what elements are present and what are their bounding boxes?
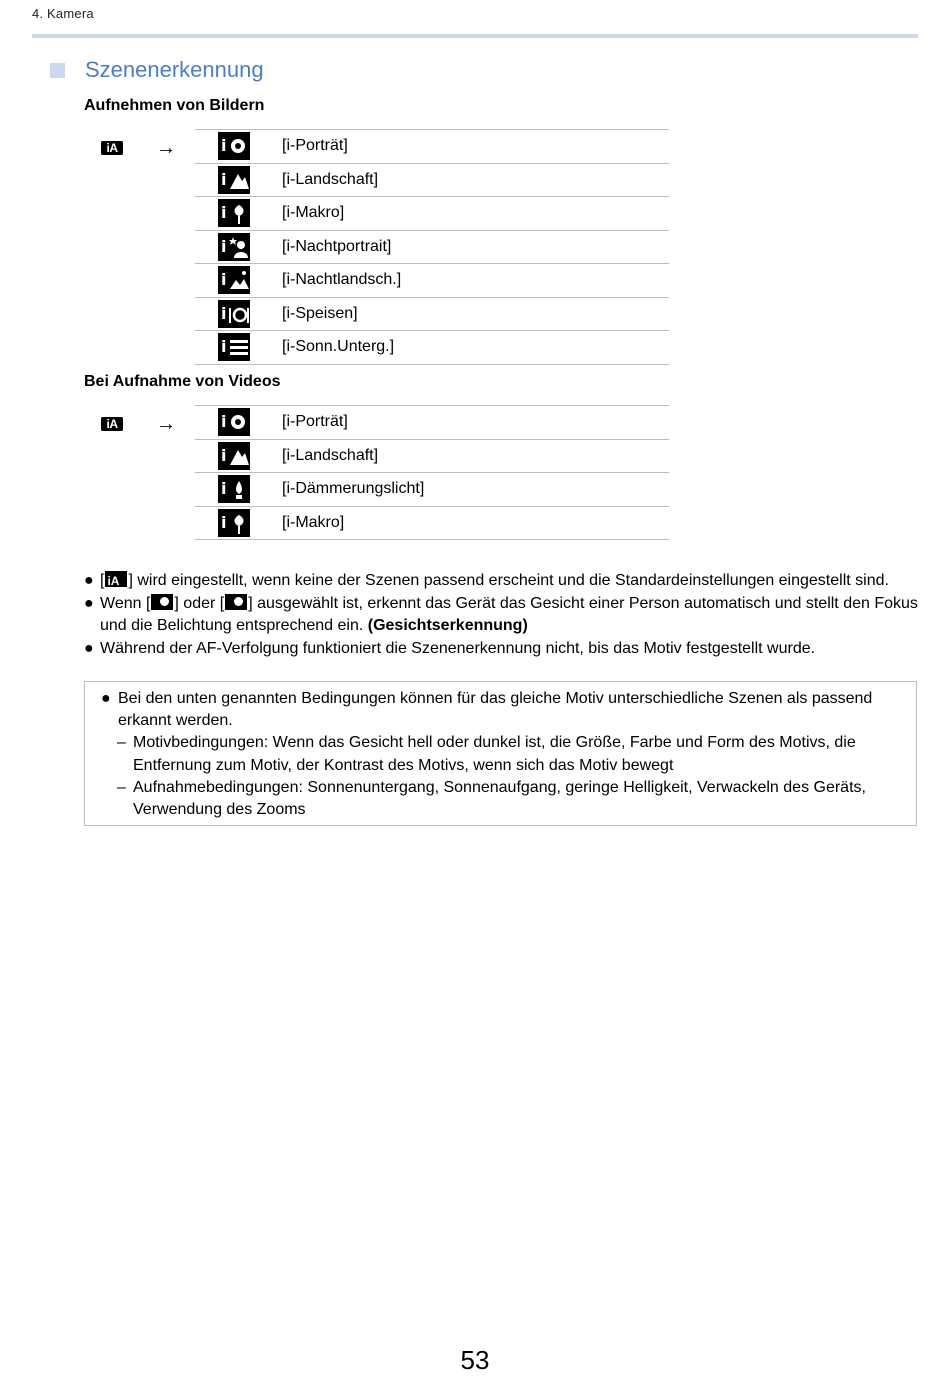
ia-mode-icon: iA	[101, 417, 123, 431]
info-text: Bei den unten genannten Bedingungen können für das gleiche Motiv unterschiedliche Szenen als passend erkannt werden.	[118, 690, 873, 730]
ia-mode-icon: iA	[101, 141, 123, 155]
scene-label: [i-Makro]	[282, 204, 345, 222]
macro-icon: i	[218, 509, 250, 537]
scene-label: [i-Sonn.Unterg.]	[282, 338, 395, 356]
scene-row	[195, 231, 669, 265]
note-item	[84, 570, 934, 593]
notes-list	[84, 570, 934, 660]
ia-mode-icon	[105, 571, 127, 587]
photo-scene-table	[195, 129, 669, 365]
note-item	[84, 638, 934, 661]
scene-label: [i-Porträt]	[282, 413, 348, 431]
info-box	[84, 681, 917, 826]
scene-row	[195, 440, 669, 474]
portrait-icon	[151, 594, 173, 610]
section-marker	[50, 63, 65, 78]
info-detail: Aufnahmebedingungen: Sonnenuntergang, Sonnenaufgang, geringe Helligkeit, Verwackeln des Geräts, Verwendung des Zooms	[133, 778, 866, 819]
scene-row	[195, 331, 669, 365]
page-number: 53	[460, 1345, 490, 1375]
bullet: ●	[101, 690, 111, 707]
portrait-icon: i	[218, 132, 250, 160]
header-divider	[32, 34, 918, 38]
note-text: [iA ] wird eingestellt, wenn keine der Szenen passend erscheint und die Standardeinstellungen eingestellt sind.	[100, 570, 889, 593]
scene-row	[195, 473, 669, 507]
night-portrait-icon	[225, 594, 247, 610]
scene-label: [i-Makro]	[282, 513, 345, 531]
note-text: Während der AF-Verfolgung funktioniert die Szenenerkennung nicht, bis das Motiv festgestellt wurde.	[100, 639, 816, 657]
arrow-icon: →	[156, 413, 176, 435]
low-light-icon: i	[218, 475, 250, 503]
food-icon: i	[218, 300, 250, 328]
landscape-icon: i	[218, 442, 250, 470]
scene-row	[195, 507, 669, 541]
scene-row	[195, 197, 669, 231]
dash: –	[117, 734, 126, 752]
scene-label: [i-Nachtlandsch.]	[282, 271, 402, 289]
section-header	[50, 57, 264, 83]
section-title: Szenenerkennung	[85, 57, 264, 82]
scene-label: [i-Landschaft]	[282, 170, 379, 188]
scene-label: [i-Nachtportrait]	[282, 237, 392, 255]
photos-heading: Aufnehmen von Bildern	[84, 97, 265, 114]
scene-row	[195, 406, 669, 440]
bullet: ●	[84, 594, 94, 612]
breadcrumb: 4. Kamera	[32, 6, 94, 21]
night-landscape-icon: i	[218, 266, 250, 294]
portrait-icon: i	[218, 408, 250, 436]
scene-row	[195, 264, 669, 298]
scene-row	[195, 298, 669, 332]
info-detail: Motivbedingungen: Wenn das Gesicht hell oder dunkel ist, die Größe, Farbe und Form des Motivs, die Entfernung zum Motiv, der Kontrast des Motivs, wenn sich das Motiv bewegt	[133, 734, 856, 774]
scene-label: [i-Porträt]	[282, 137, 348, 155]
landscape-icon: i	[218, 166, 250, 194]
video-scene-table	[195, 405, 669, 540]
bullet: ●	[84, 572, 94, 589]
scene-row	[195, 130, 669, 164]
bullet: ●	[84, 639, 94, 657]
scene-label: [i-Landschaft]	[282, 446, 379, 464]
note-item	[84, 593, 934, 638]
videos-heading: Bei Aufnahme von Videos	[84, 373, 281, 390]
dash: –	[117, 778, 126, 796]
note-text: Wenn [ ] oder [ ] ausgewählt ist, erkennt das Gerät das Gesicht einer Person automatisch und stellt den Fokus und die Belichtung entsprechend ein. (Gesichtserkennung)	[100, 594, 918, 634]
night-portrait-icon: i	[218, 233, 250, 261]
arrow-icon: →	[156, 137, 176, 159]
scene-row	[195, 164, 669, 198]
macro-icon: i	[218, 199, 250, 227]
sunset-icon: i	[218, 333, 250, 361]
scene-label: [i-Dämmerungslicht]	[282, 480, 425, 498]
scene-label: [i-Speisen]	[282, 304, 358, 322]
